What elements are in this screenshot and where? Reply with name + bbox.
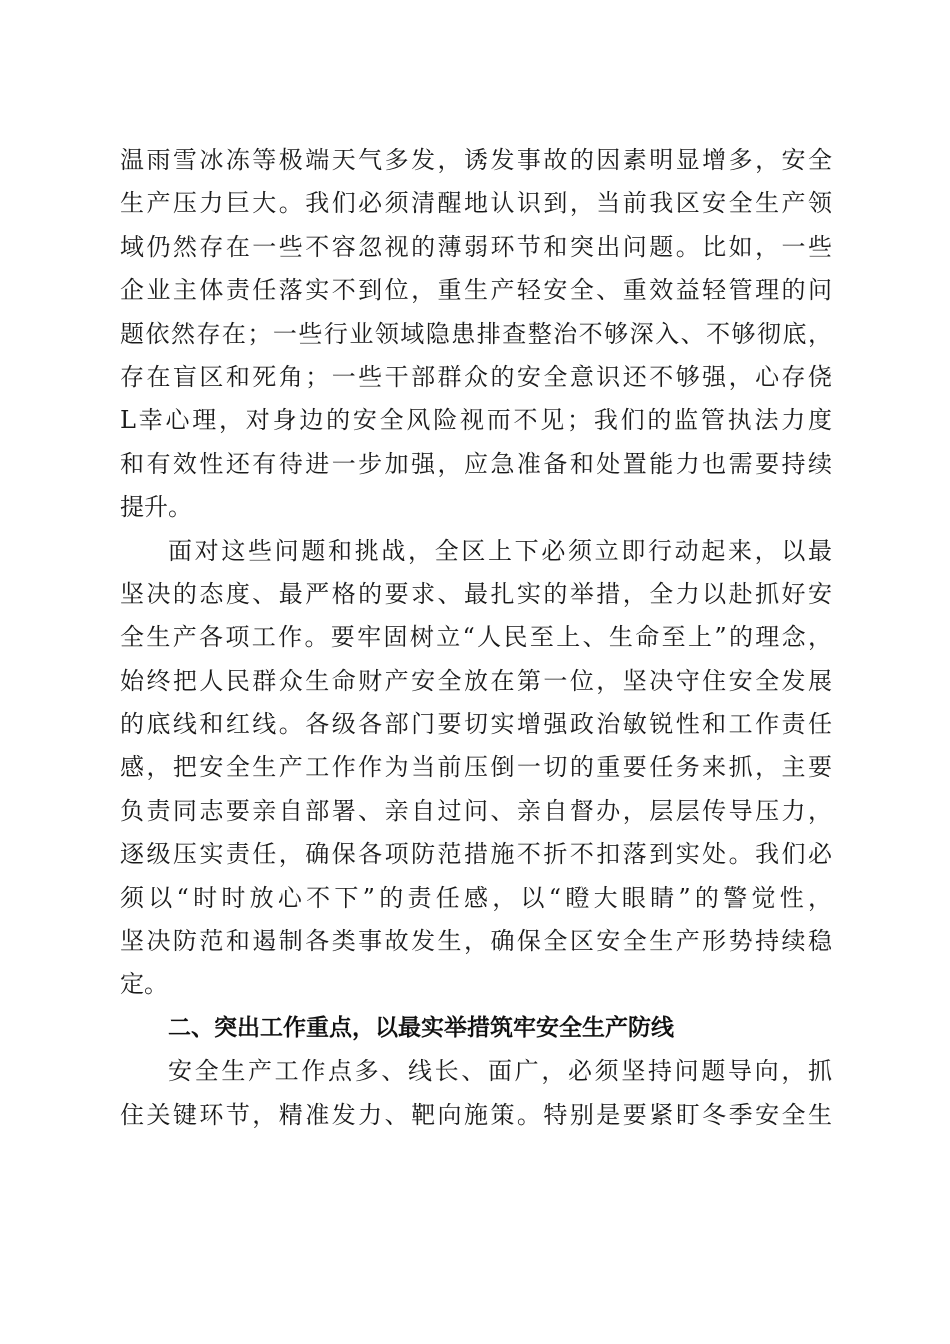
paragraph-line: 全生产各项工作。要牢固树立“人民至上、生命至上”的理念，: [120, 623, 832, 652]
paragraph-line: 负责同志要亲自部署、亲自过问、亲自督办，层层传导压力，: [120, 796, 832, 825]
paragraph-line: 的底线和红线。各级各部门要切实增强政治敏锐性和工作责任: [120, 710, 832, 739]
paragraph-line: 企业主体责任落实不到位，重生产轻安全、重效益轻管理的问: [120, 276, 832, 305]
paragraph-line: 定。: [120, 970, 168, 999]
paragraph-line: 须以“时时放心不下”的责任感，以“瞪大眼睛”的警觉性，: [120, 883, 832, 912]
paragraph-1: [120, 139, 832, 530]
paragraph-line: 题依然存在；一些行业领域隐患排查整治不够深入、不够彻底，: [120, 319, 832, 348]
section-heading: 二、突出工作重点，以最实举措筑牢安全生产防线: [168, 1014, 674, 1041]
paragraph-line: 面对这些问题和挑战，全区上下必须立即行动起来，以最: [168, 536, 832, 565]
paragraph-line: 感，把安全生产工作作为当前压倒一切的重要任务来抓，主要: [120, 753, 832, 782]
paragraph-line: L幸心理，对身边的安全风险视而不见；我们的监管执法力度: [120, 406, 832, 435]
paragraph-line: 存在盲区和死角；一些干部群众的安全意识还不够强，心存侥: [120, 362, 832, 391]
paragraph-2: [120, 530, 832, 1007]
paragraph-line: 域仍然存在一些不容忽视的薄弱环节和突出问题。比如，一些: [120, 232, 832, 261]
paragraph-line: 逐级压实责任，确保各项防范措施不折不扣落到实处。我们必: [120, 840, 832, 869]
body-text: [120, 139, 832, 1137]
paragraph-line: 坚决的态度、最严格的要求、最扎实的举措，全力以赴抓好安: [120, 579, 832, 608]
paragraph-line: 和有效性还有待进一步加强，应急准备和处置能力也需要持续: [120, 449, 832, 478]
paragraph-line: 住关键环节，精准发力、靶向施策。特别是要紧盯冬季安全生: [120, 1100, 832, 1129]
paragraph-line: 始终把人民群众生命财产安全放在第一位，坚决守住安全发展: [120, 666, 832, 695]
paragraph-line: 温雨雪冰冻等极端天气多发，诱发事故的因素明显增多，安全: [120, 146, 832, 174]
paragraph-3: [120, 1050, 832, 1137]
paragraph-line: 提升。: [120, 493, 192, 522]
paragraph-line: 安全生产工作点多、线长、面广，必须坚持问题导向，抓: [168, 1057, 832, 1086]
paragraph-line: 坚决防范和遏制各类事故发生，确保全区安全生产形势持续稳: [120, 927, 832, 956]
paragraph-line: 生产压力巨大。我们必须清醒地认识到，当前我区安全生产领: [120, 189, 832, 218]
